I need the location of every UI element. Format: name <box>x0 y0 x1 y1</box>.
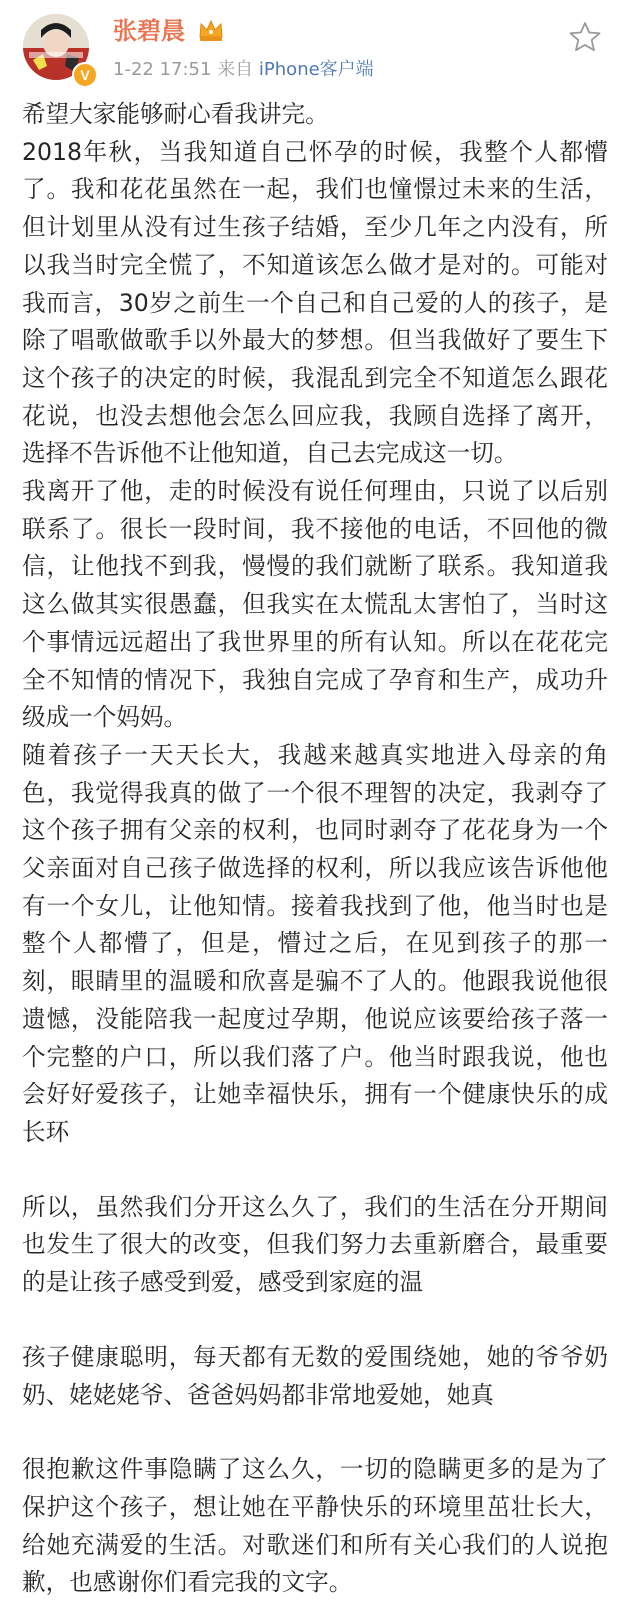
post-paragraph: 随着孩子一天天长大，我越来越真实地进入母亲的角色，我觉得我真的做了一个很不理智的决定，我剥夺了这个孩子拥有父亲的权利，也同时剥夺了花花身为一个父亲面对自己孩子做选择的权利，所以我应该告诉他他有一个女儿，让他知情。接着我找到了他，他当时也是整个人都懵了，但是，懵过之后，在见到孩子的那一刻，眼睛里的温暖和欣喜是骗不了人的。他跟我说他很遗憾，没能陪我一起度过孕期，他说应该要给孩子落一个完整的户口，所以我们落了户。他当时跟我说，他也会好好爱孩子，让她幸福快乐，拥有一个健康快乐的成长环 <box>22 740 608 1146</box>
paragraph-gap <box>22 1152 608 1189</box>
star-outline-icon[interactable] <box>568 20 602 54</box>
source-prefix: 来自 <box>217 59 254 80</box>
post-meta <box>113 58 374 82</box>
post-paragraph: 所以，虽然我们分开这么久了，我们的生活在分开期间也发生了很大的改变，但我们努力去重新磨合，最重要的是让孩子感受到爱，感受到家庭的温 <box>22 1192 608 1297</box>
post-paragraph: 我离开了他，走的时候没有说任何理由，只说了以后别联系了。很长一段时间，我不接他的电话，不回他的微信，让他找不到我，慢慢的我们就断了联系。我知道我这么做其实很愚蠢，但我实在太慌乱太害怕了，当时这个事情远远超出了我世界里的所有认知。所以在花花完全不知情的情况下，我独自完成了孕育和生产，成功升级成一个妈妈。 <box>22 477 608 732</box>
post-body <box>22 96 608 1602</box>
post-paragraph: 希望大家能够耐心看我讲完。 <box>22 100 329 128</box>
post-paragraph: 2018年秋，当我知道自己怀孕的时候，我整个人都懵了。我和花花虽然在一起，我们也憧憬过未来的生活，但计划里从没有过生孩子结婚，至少几年之内没有，所以我当时完全慌了，不知道该怎么做才是对的。可能对我而言，30岁之前生一个自己和自己爱的人的孩子，是除了唱歌做歌手以外最大的梦想。但当我做好了要生下这个孩子的决定的时候，我混乱到完全不知道怎么跟花花说，也没去想他会怎么回应我，我顾自选择了离开，选择不告诉他不让他知道，自己去完成这一切。 <box>22 137 608 468</box>
verified-v-icon: V <box>72 62 98 88</box>
post-timestamp: 1-22 17:51 <box>113 59 212 80</box>
post-paragraph: 很抱歉这件事隐瞒了这么久，一切的隐瞒更多的是为了保护这个孩子，想让她在平静快乐的环境里茁壮长大，给她充满爱的生活。对歌迷们和所有关心我们的人说抱歉，也感谢你们看完我的文字。 <box>22 1455 608 1597</box>
author-name[interactable]: 张碧晨 <box>113 17 185 45</box>
paragraph-gap <box>22 1302 608 1339</box>
post-header <box>0 0 641 96</box>
source-link[interactable]: iPhone客户端 <box>258 59 374 80</box>
crown-icon[interactable] <box>197 16 225 44</box>
post-paragraph: 孩子健康聪明，每天都有无数的爱围绕她，她的爷爷奶奶、姥姥姥爷、爸爸妈妈都非常地爱她，她真 <box>22 1342 608 1409</box>
paragraph-gap <box>22 1414 608 1451</box>
